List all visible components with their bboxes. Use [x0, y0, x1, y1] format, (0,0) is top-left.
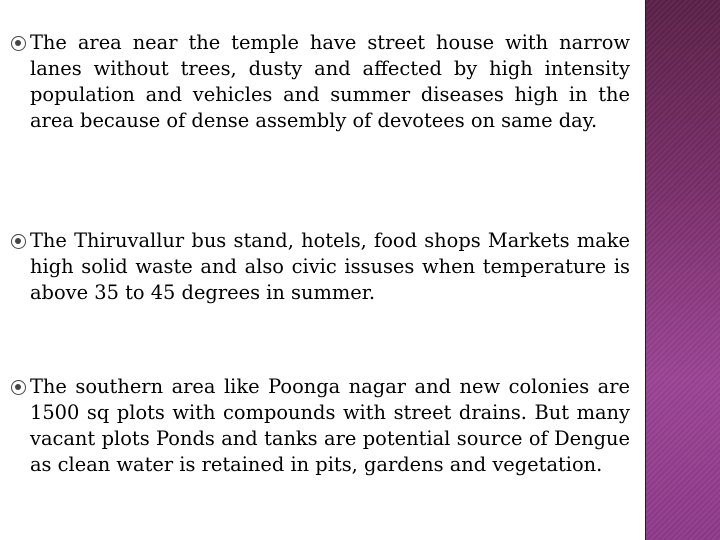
sidebar-texture [640, 0, 720, 540]
circle-bullet-icon [11, 234, 26, 249]
circle-bullet-icon [11, 36, 26, 51]
bullet-text: The area near the temple have street house with narrow lanes without trees, dusty and affected by high intensity population and vehicles and summer diseases high in the area because of dense assembly of devotees on same day. [30, 31, 630, 132]
bullet-text: The southern area like Poonga nagar and new colonies are 1500 sq plots with compounds with street drains. But many vacant plots Ponds and tanks are potential source of Dengue as clean water is retained in pits, gardens and vegetation. [30, 375, 630, 476]
circle-bullet-icon [11, 380, 26, 395]
bullet-text: The Thiruvallur bus stand, hotels, food shops Markets make high solid waste and also civic issuses when temperature is above 35 to 45 degrees in summer. [30, 229, 630, 304]
sidebar-divider-line [645, 0, 646, 540]
decorative-sidebar [640, 0, 720, 540]
